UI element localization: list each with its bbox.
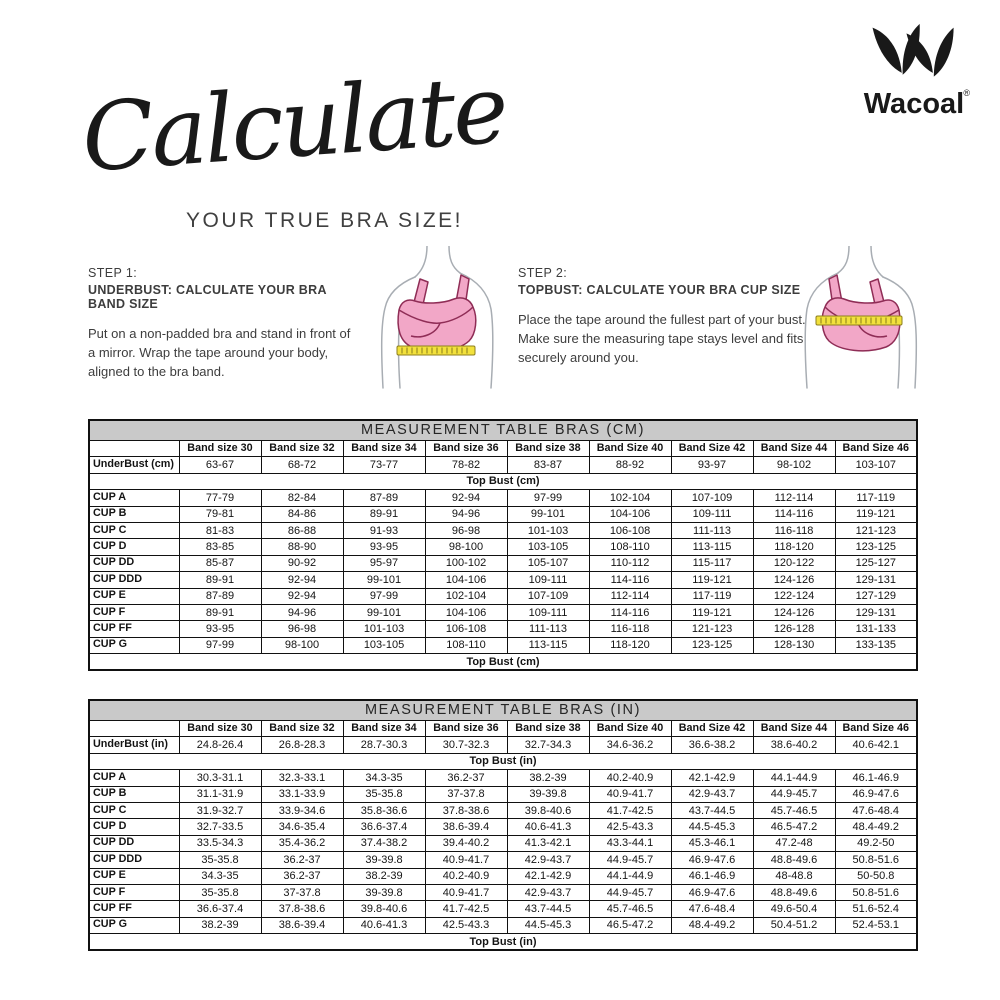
top-bust-range-cell: 112-114 (753, 490, 835, 506)
top-bust-range-cell: 104-106 (589, 506, 671, 522)
top-bust-range-cell: 50.8-51.6 (835, 852, 917, 868)
top-bust-range-cell: 117-119 (835, 490, 917, 506)
top-bust-range-cell: 48.4-49.2 (835, 819, 917, 835)
top-bust-range-cell: 113-115 (507, 637, 589, 653)
top-bust-range-cell: 46.5-47.2 (589, 917, 671, 933)
cup-row-label: CUP DDD (89, 852, 179, 868)
top-bust-range-cell: 90-92 (261, 555, 343, 571)
top-bust-range-cell: 50.8-51.6 (835, 884, 917, 900)
cup-row-label: CUP B (89, 506, 179, 522)
top-bust-range-cell: 44.9-45.7 (589, 884, 671, 900)
bra-topbust-measure-illustration (794, 246, 926, 395)
top-bust-range-cell: 124-126 (753, 572, 835, 588)
top-bust-range-cell: 34.3-35 (179, 868, 261, 884)
underbust-range-cell: 88-92 (589, 457, 671, 473)
top-bust-range-cell: 30.3-31.1 (179, 770, 261, 786)
top-bust-range-cell: 93-95 (343, 539, 425, 555)
band-size-header: Band size 32 (261, 721, 343, 737)
top-bust-range-cell: 37-37.8 (261, 884, 343, 900)
top-bust-range-cell: 36.2-37 (261, 868, 343, 884)
measurement-table-cm (88, 419, 918, 671)
top-bust-range-cell: 104-106 (425, 604, 507, 620)
top-bust-range-cell: 92-94 (261, 588, 343, 604)
top-bust-range-cell: 97-99 (179, 637, 261, 653)
top-bust-range-cell: 125-127 (835, 555, 917, 571)
top-bust-range-cell: 99-101 (343, 604, 425, 620)
top-bust-range-cell: 87-89 (343, 490, 425, 506)
top-bust-range-cell: 97-99 (343, 588, 425, 604)
cup-row (89, 835, 917, 851)
top-bust-range-cell: 126-128 (753, 621, 835, 637)
top-bust-range-cell: 36.2-37 (425, 770, 507, 786)
top-bust-range-cell: 32.3-33.1 (261, 770, 343, 786)
top-bust-range-cell: 102-104 (425, 588, 507, 604)
top-bust-range-cell: 95-97 (343, 555, 425, 571)
top-bust-range-cell: 109-111 (507, 572, 589, 588)
top-bust-range-cell: 35-35.8 (343, 786, 425, 802)
cup-row-label: CUP G (89, 637, 179, 653)
measurement-table (88, 699, 918, 951)
top-bust-range-cell: 96-98 (425, 522, 507, 538)
top-bust-range-cell: 81-83 (179, 522, 261, 538)
top-bust-range-cell: 122-124 (753, 588, 835, 604)
top-bust-range-cell: 46.9-47.6 (671, 884, 753, 900)
band-size-header: Band Size 40 (589, 441, 671, 457)
top-bust-range-cell: 99-101 (343, 572, 425, 588)
cup-row (89, 852, 917, 868)
top-bust-range-cell: 38.2-39 (507, 770, 589, 786)
top-bust-range-cell: 36.2-37 (261, 852, 343, 868)
band-size-header: Band size 34 (343, 721, 425, 737)
cup-row-label: CUP D (89, 819, 179, 835)
band-size-header: Band size 36 (425, 721, 507, 737)
top-bust-range-cell: 118-120 (589, 637, 671, 653)
top-bust-range-cell: 42.5-43.3 (425, 917, 507, 933)
top-bust-range-cell: 42.5-43.3 (589, 819, 671, 835)
top-bust-range-cell: 120-122 (753, 555, 835, 571)
top-bust-range-cell: 87-89 (179, 588, 261, 604)
cup-row-label: CUP B (89, 786, 179, 802)
cup-row (89, 539, 917, 555)
headline-subtitle: YOUR TRUE BRA SIZE! (186, 209, 463, 232)
step-2-heading: TOPBUST: CALCULATE YOUR BRA CUP SIZE (518, 283, 801, 297)
top-bust-range-cell: 37.4-38.2 (343, 835, 425, 851)
cup-row-label: CUP F (89, 884, 179, 900)
step-1-body: Put on a non-padded bra and stand in front of a mirror. Wrap the tape around your body, aligned to the bra band. (88, 326, 351, 379)
top-bust-range-cell: 36.6-37.4 (179, 901, 261, 917)
top-bust-range-cell: 109-111 (671, 506, 753, 522)
underbust-row-label: UnderBust (in) (89, 737, 179, 753)
cup-row-label: CUP FF (89, 621, 179, 637)
underbust-range-cell: 78-82 (425, 457, 507, 473)
cup-row-label: CUP E (89, 868, 179, 884)
top-bust-range-cell: 35-35.8 (179, 852, 261, 868)
cup-row (89, 637, 917, 653)
top-bust-range-cell: 107-109 (671, 490, 753, 506)
top-bust-range-cell: 88-90 (261, 539, 343, 555)
top-bust-range-cell: 99-101 (507, 506, 589, 522)
cup-row (89, 555, 917, 571)
wacoal-wordmark: Wacoal (863, 88, 965, 120)
band-size-header: Band Size 44 (753, 441, 835, 457)
cup-row (89, 572, 917, 588)
corner-cell (89, 721, 179, 737)
top-bust-range-cell: 128-130 (753, 637, 835, 653)
table-title: MEASUREMENT TABLE BRAS (IN) (89, 700, 917, 721)
underbust-range-cell: 103-107 (835, 457, 917, 473)
top-bust-range-cell: 31.9-32.7 (179, 802, 261, 818)
cup-row-label: CUP DD (89, 555, 179, 571)
top-bust-range-cell: 106-108 (589, 522, 671, 538)
cup-row-label: CUP G (89, 917, 179, 933)
band-size-header: Band size 34 (343, 441, 425, 457)
cup-row (89, 621, 917, 637)
top-bust-range-cell: 32.7-33.5 (179, 819, 261, 835)
top-bust-range-cell: 114-116 (589, 572, 671, 588)
top-bust-range-cell: 44.5-45.3 (671, 819, 753, 835)
top-bust-range-cell: 50.4-51.2 (753, 917, 835, 933)
underbust-row-label: UnderBust (cm) (89, 457, 179, 473)
band-size-header: Band size 32 (261, 441, 343, 457)
top-bust-range-cell: 37.8-38.6 (261, 901, 343, 917)
cup-row (89, 901, 917, 917)
cup-row (89, 522, 917, 538)
measurement-table (88, 419, 918, 671)
top-bust-range-cell: 86-88 (261, 522, 343, 538)
underbust-range-cell: 28.7-30.3 (343, 737, 425, 753)
top-bust-range-cell: 89-91 (179, 572, 261, 588)
top-bust-range-cell: 44.9-45.7 (589, 852, 671, 868)
underbust-range-cell: 68-72 (261, 457, 343, 473)
top-bust-range-cell: 48.4-49.2 (671, 917, 753, 933)
top-bust-range-cell: 92-94 (261, 572, 343, 588)
top-bust-range-cell: 50-50.8 (835, 868, 917, 884)
top-bust-range-cell: 40.2-40.9 (589, 770, 671, 786)
band-size-header: Band Size 46 (835, 721, 917, 737)
top-bust-range-cell: 43.3-44.1 (589, 835, 671, 851)
top-bust-range-cell: 107-109 (507, 588, 589, 604)
cup-row-label: CUP DD (89, 835, 179, 851)
top-bust-range-cell: 46.1-46.9 (671, 868, 753, 884)
top-bust-range-cell: 44.1-44.9 (753, 770, 835, 786)
top-bust-range-cell: 121-123 (671, 621, 753, 637)
top-bust-range-cell: 123-125 (671, 637, 753, 653)
top-bust-range-cell: 133-135 (835, 637, 917, 653)
underbust-range-cell: 34.6-36.2 (589, 737, 671, 753)
top-bust-range-cell: 34.3-35 (343, 770, 425, 786)
top-bust-range-cell: 49.2-50 (835, 835, 917, 851)
band-size-header: Band Size 46 (835, 441, 917, 457)
registered-mark: ® (963, 88, 970, 98)
top-bust-range-cell: 116-118 (589, 621, 671, 637)
top-bust-range-cell: 47.2-48 (753, 835, 835, 851)
top-bust-range-cell: 43.7-44.5 (671, 802, 753, 818)
top-bust-range-cell: 119-121 (671, 572, 753, 588)
top-bust-range-cell: 46.9-47.6 (671, 852, 753, 868)
top-bust-range-cell: 48.8-49.6 (753, 884, 835, 900)
top-bust-range-cell: 46.9-47.6 (835, 786, 917, 802)
cup-row-label: CUP D (89, 539, 179, 555)
cup-row (89, 917, 917, 933)
top-bust-range-cell: 35.8-36.6 (343, 802, 425, 818)
top-bust-range-cell: 31.1-31.9 (179, 786, 261, 802)
underbust-range-cell: 83-87 (507, 457, 589, 473)
top-bust-range-cell: 39-39.8 (343, 852, 425, 868)
top-bust-range-cell: 42.1-42.9 (507, 868, 589, 884)
top-bust-range-cell: 92-94 (425, 490, 507, 506)
top-bust-range-cell: 46.5-47.2 (753, 819, 835, 835)
band-size-header: Band Size 44 (753, 721, 835, 737)
top-bust-range-cell: 45.3-46.1 (671, 835, 753, 851)
top-bust-range-cell: 104-106 (425, 572, 507, 588)
top-bust-range-cell: 38.6-39.4 (261, 917, 343, 933)
top-bust-range-cell: 94-96 (425, 506, 507, 522)
top-bust-range-cell: 113-115 (671, 539, 753, 555)
cup-row (89, 506, 917, 522)
top-bust-divider: Top Bust (cm) (89, 473, 917, 489)
top-bust-range-cell: 41.7-42.5 (425, 901, 507, 917)
top-bust-range-cell: 102-104 (589, 490, 671, 506)
step-2-body: Place the tape around the fullest part of your bust. Make sure the measuring tape stays level and fits securely around you. (518, 312, 806, 365)
cup-row (89, 868, 917, 884)
band-size-header: Band Size 42 (671, 721, 753, 737)
top-bust-range-cell: 85-87 (179, 555, 261, 571)
top-bust-range-cell: 111-113 (671, 522, 753, 538)
top-bust-range-cell: 112-114 (589, 588, 671, 604)
top-bust-range-cell: 105-107 (507, 555, 589, 571)
top-bust-range-cell: 94-96 (261, 604, 343, 620)
top-bust-range-cell: 108-110 (589, 539, 671, 555)
top-bust-range-cell: 39.8-40.6 (507, 802, 589, 818)
band-size-header: Band Size 40 (589, 721, 671, 737)
top-bust-range-cell: 40.9-41.7 (589, 786, 671, 802)
bra-underbust-measure-illustration (372, 246, 504, 395)
top-bust-range-cell: 40.2-40.9 (425, 868, 507, 884)
top-bust-range-cell: 42.9-43.7 (671, 786, 753, 802)
top-bust-range-cell: 41.7-42.5 (589, 802, 671, 818)
headline-script: Calculate (78, 55, 509, 194)
top-bust-range-cell: 34.6-35.4 (261, 819, 343, 835)
top-bust-range-cell: 91-93 (343, 522, 425, 538)
top-bust-footer: Top Bust (cm) (89, 654, 917, 671)
top-bust-range-cell: 77-79 (179, 490, 261, 506)
top-bust-range-cell: 84-86 (261, 506, 343, 522)
top-bust-range-cell: 93-95 (179, 621, 261, 637)
top-bust-range-cell: 101-103 (507, 522, 589, 538)
cup-row-label: CUP C (89, 522, 179, 538)
table-title: MEASUREMENT TABLE BRAS (CM) (89, 420, 917, 441)
corner-cell (89, 441, 179, 457)
top-bust-range-cell: 48-48.8 (753, 868, 835, 884)
band-size-header: Band size 38 (507, 441, 589, 457)
top-bust-range-cell: 46.1-46.9 (835, 770, 917, 786)
cup-row-label: CUP A (89, 490, 179, 506)
top-bust-range-cell: 51.6-52.4 (835, 901, 917, 917)
top-bust-range-cell: 118-120 (753, 539, 835, 555)
top-bust-range-cell: 98-100 (261, 637, 343, 653)
top-bust-range-cell: 131-133 (835, 621, 917, 637)
top-bust-range-cell: 40.9-41.7 (425, 884, 507, 900)
cup-row (89, 802, 917, 818)
top-bust-range-cell: 89-91 (179, 604, 261, 620)
wacoal-logo (850, 22, 978, 121)
top-bust-range-cell: 83-85 (179, 539, 261, 555)
top-bust-range-cell: 89-91 (343, 506, 425, 522)
top-bust-range-cell: 38.2-39 (179, 917, 261, 933)
underbust-range-cell: 63-67 (179, 457, 261, 473)
top-bust-range-cell: 114-116 (753, 506, 835, 522)
top-bust-range-cell: 39.4-40.2 (425, 835, 507, 851)
cup-row-label: CUP F (89, 604, 179, 620)
underbust-range-cell: 30.7-32.3 (425, 737, 507, 753)
underbust-range-cell: 40.6-42.1 (835, 737, 917, 753)
step-2-label: STEP 2: (518, 266, 568, 280)
top-bust-range-cell: 44.9-45.7 (753, 786, 835, 802)
top-bust-range-cell: 36.6-37.4 (343, 819, 425, 835)
cup-row (89, 786, 917, 802)
top-bust-range-cell: 43.7-44.5 (507, 901, 589, 917)
top-bust-footer: Top Bust (in) (89, 934, 917, 951)
top-bust-range-cell: 48.8-49.6 (753, 852, 835, 868)
top-bust-range-cell: 106-108 (425, 621, 507, 637)
top-bust-range-cell: 38.2-39 (343, 868, 425, 884)
measurement-table-in (88, 699, 918, 951)
top-bust-range-cell: 49.6-50.4 (753, 901, 835, 917)
top-bust-range-cell: 103-105 (343, 637, 425, 653)
top-bust-range-cell: 96-98 (261, 621, 343, 637)
top-bust-range-cell: 42.9-43.7 (507, 852, 589, 868)
top-bust-range-cell: 97-99 (507, 490, 589, 506)
top-bust-range-cell: 82-84 (261, 490, 343, 506)
top-bust-range-cell: 33.5-34.3 (179, 835, 261, 851)
underbust-range-cell: 32.7-34.3 (507, 737, 589, 753)
top-bust-range-cell: 33.9-34.6 (261, 802, 343, 818)
top-bust-range-cell: 115-117 (671, 555, 753, 571)
top-bust-range-cell: 40.6-41.3 (343, 917, 425, 933)
top-bust-range-cell: 45.7-46.5 (753, 802, 835, 818)
top-bust-range-cell: 44.5-45.3 (507, 917, 589, 933)
underbust-range-cell: 98-102 (753, 457, 835, 473)
top-bust-range-cell: 44.1-44.9 (589, 868, 671, 884)
top-bust-range-cell: 79-81 (179, 506, 261, 522)
top-bust-range-cell: 124-126 (753, 604, 835, 620)
underbust-range-cell: 73-77 (343, 457, 425, 473)
top-bust-range-cell: 109-111 (507, 604, 589, 620)
top-bust-range-cell: 37.8-38.6 (425, 802, 507, 818)
top-bust-range-cell: 119-121 (835, 506, 917, 522)
top-bust-range-cell: 39-39.8 (507, 786, 589, 802)
band-size-header: Band size 38 (507, 721, 589, 737)
top-bust-range-cell: 38.6-39.4 (425, 819, 507, 835)
band-size-header: Band Size 42 (671, 441, 753, 457)
top-bust-range-cell: 129-131 (835, 604, 917, 620)
cup-row-label: CUP DDD (89, 572, 179, 588)
band-size-header: Band size 30 (179, 441, 261, 457)
step-1-label: STEP 1: (88, 266, 138, 280)
top-bust-range-cell: 100-102 (425, 555, 507, 571)
top-bust-range-cell: 123-125 (835, 539, 917, 555)
wacoal-wings-icon (866, 22, 962, 88)
underbust-range-cell: 26.8-28.3 (261, 737, 343, 753)
top-bust-range-cell: 40.9-41.7 (425, 852, 507, 868)
top-bust-range-cell: 33.1-33.9 (261, 786, 343, 802)
top-bust-range-cell: 35-35.8 (179, 884, 261, 900)
underbust-range-cell: 38.6-40.2 (753, 737, 835, 753)
step-2-instructions (518, 266, 820, 368)
top-bust-range-cell: 114-116 (589, 604, 671, 620)
top-bust-range-cell: 52.4-53.1 (835, 917, 917, 933)
top-bust-range-cell: 129-131 (835, 572, 917, 588)
top-bust-range-cell: 108-110 (425, 637, 507, 653)
top-bust-range-cell: 98-100 (425, 539, 507, 555)
top-bust-range-cell: 42.9-43.7 (507, 884, 589, 900)
top-bust-range-cell: 119-121 (671, 604, 753, 620)
cup-row (89, 604, 917, 620)
top-bust-range-cell: 40.6-41.3 (507, 819, 589, 835)
top-bust-range-cell: 37-37.8 (425, 786, 507, 802)
top-bust-range-cell: 127-129 (835, 588, 917, 604)
band-size-header: Band size 30 (179, 721, 261, 737)
cup-row (89, 819, 917, 835)
top-bust-range-cell: 47.6-48.4 (835, 802, 917, 818)
step-1-heading: UNDERBUST: CALCULATE YOUR BRA BAND SIZE (88, 283, 327, 311)
top-bust-range-cell: 39.8-40.6 (343, 901, 425, 917)
top-bust-range-cell: 42.1-42.9 (671, 770, 753, 786)
top-bust-range-cell: 41.3-42.1 (507, 835, 589, 851)
cup-row-label: CUP FF (89, 901, 179, 917)
top-bust-range-cell: 116-118 (753, 522, 835, 538)
top-bust-range-cell: 121-123 (835, 522, 917, 538)
top-bust-range-cell: 101-103 (343, 621, 425, 637)
cup-row (89, 490, 917, 506)
top-bust-range-cell: 110-112 (589, 555, 671, 571)
underbust-range-cell: 93-97 (671, 457, 753, 473)
top-bust-range-cell: 117-119 (671, 588, 753, 604)
underbust-range-cell: 24.8-26.4 (179, 737, 261, 753)
underbust-range-cell: 36.6-38.2 (671, 737, 753, 753)
cup-row (89, 884, 917, 900)
top-bust-range-cell: 39-39.8 (343, 884, 425, 900)
band-size-header: Band size 36 (425, 441, 507, 457)
cup-row (89, 770, 917, 786)
step-1-instructions (88, 266, 356, 382)
cup-row-label: CUP A (89, 770, 179, 786)
top-bust-divider: Top Bust (in) (89, 753, 917, 769)
top-bust-range-cell: 45.7-46.5 (589, 901, 671, 917)
cup-row-label: CUP E (89, 588, 179, 604)
top-bust-range-cell: 103-105 (507, 539, 589, 555)
top-bust-range-cell: 47.6-48.4 (671, 901, 753, 917)
top-bust-range-cell: 35.4-36.2 (261, 835, 343, 851)
cup-row (89, 588, 917, 604)
cup-row-label: CUP C (89, 802, 179, 818)
top-bust-range-cell: 111-113 (507, 621, 589, 637)
